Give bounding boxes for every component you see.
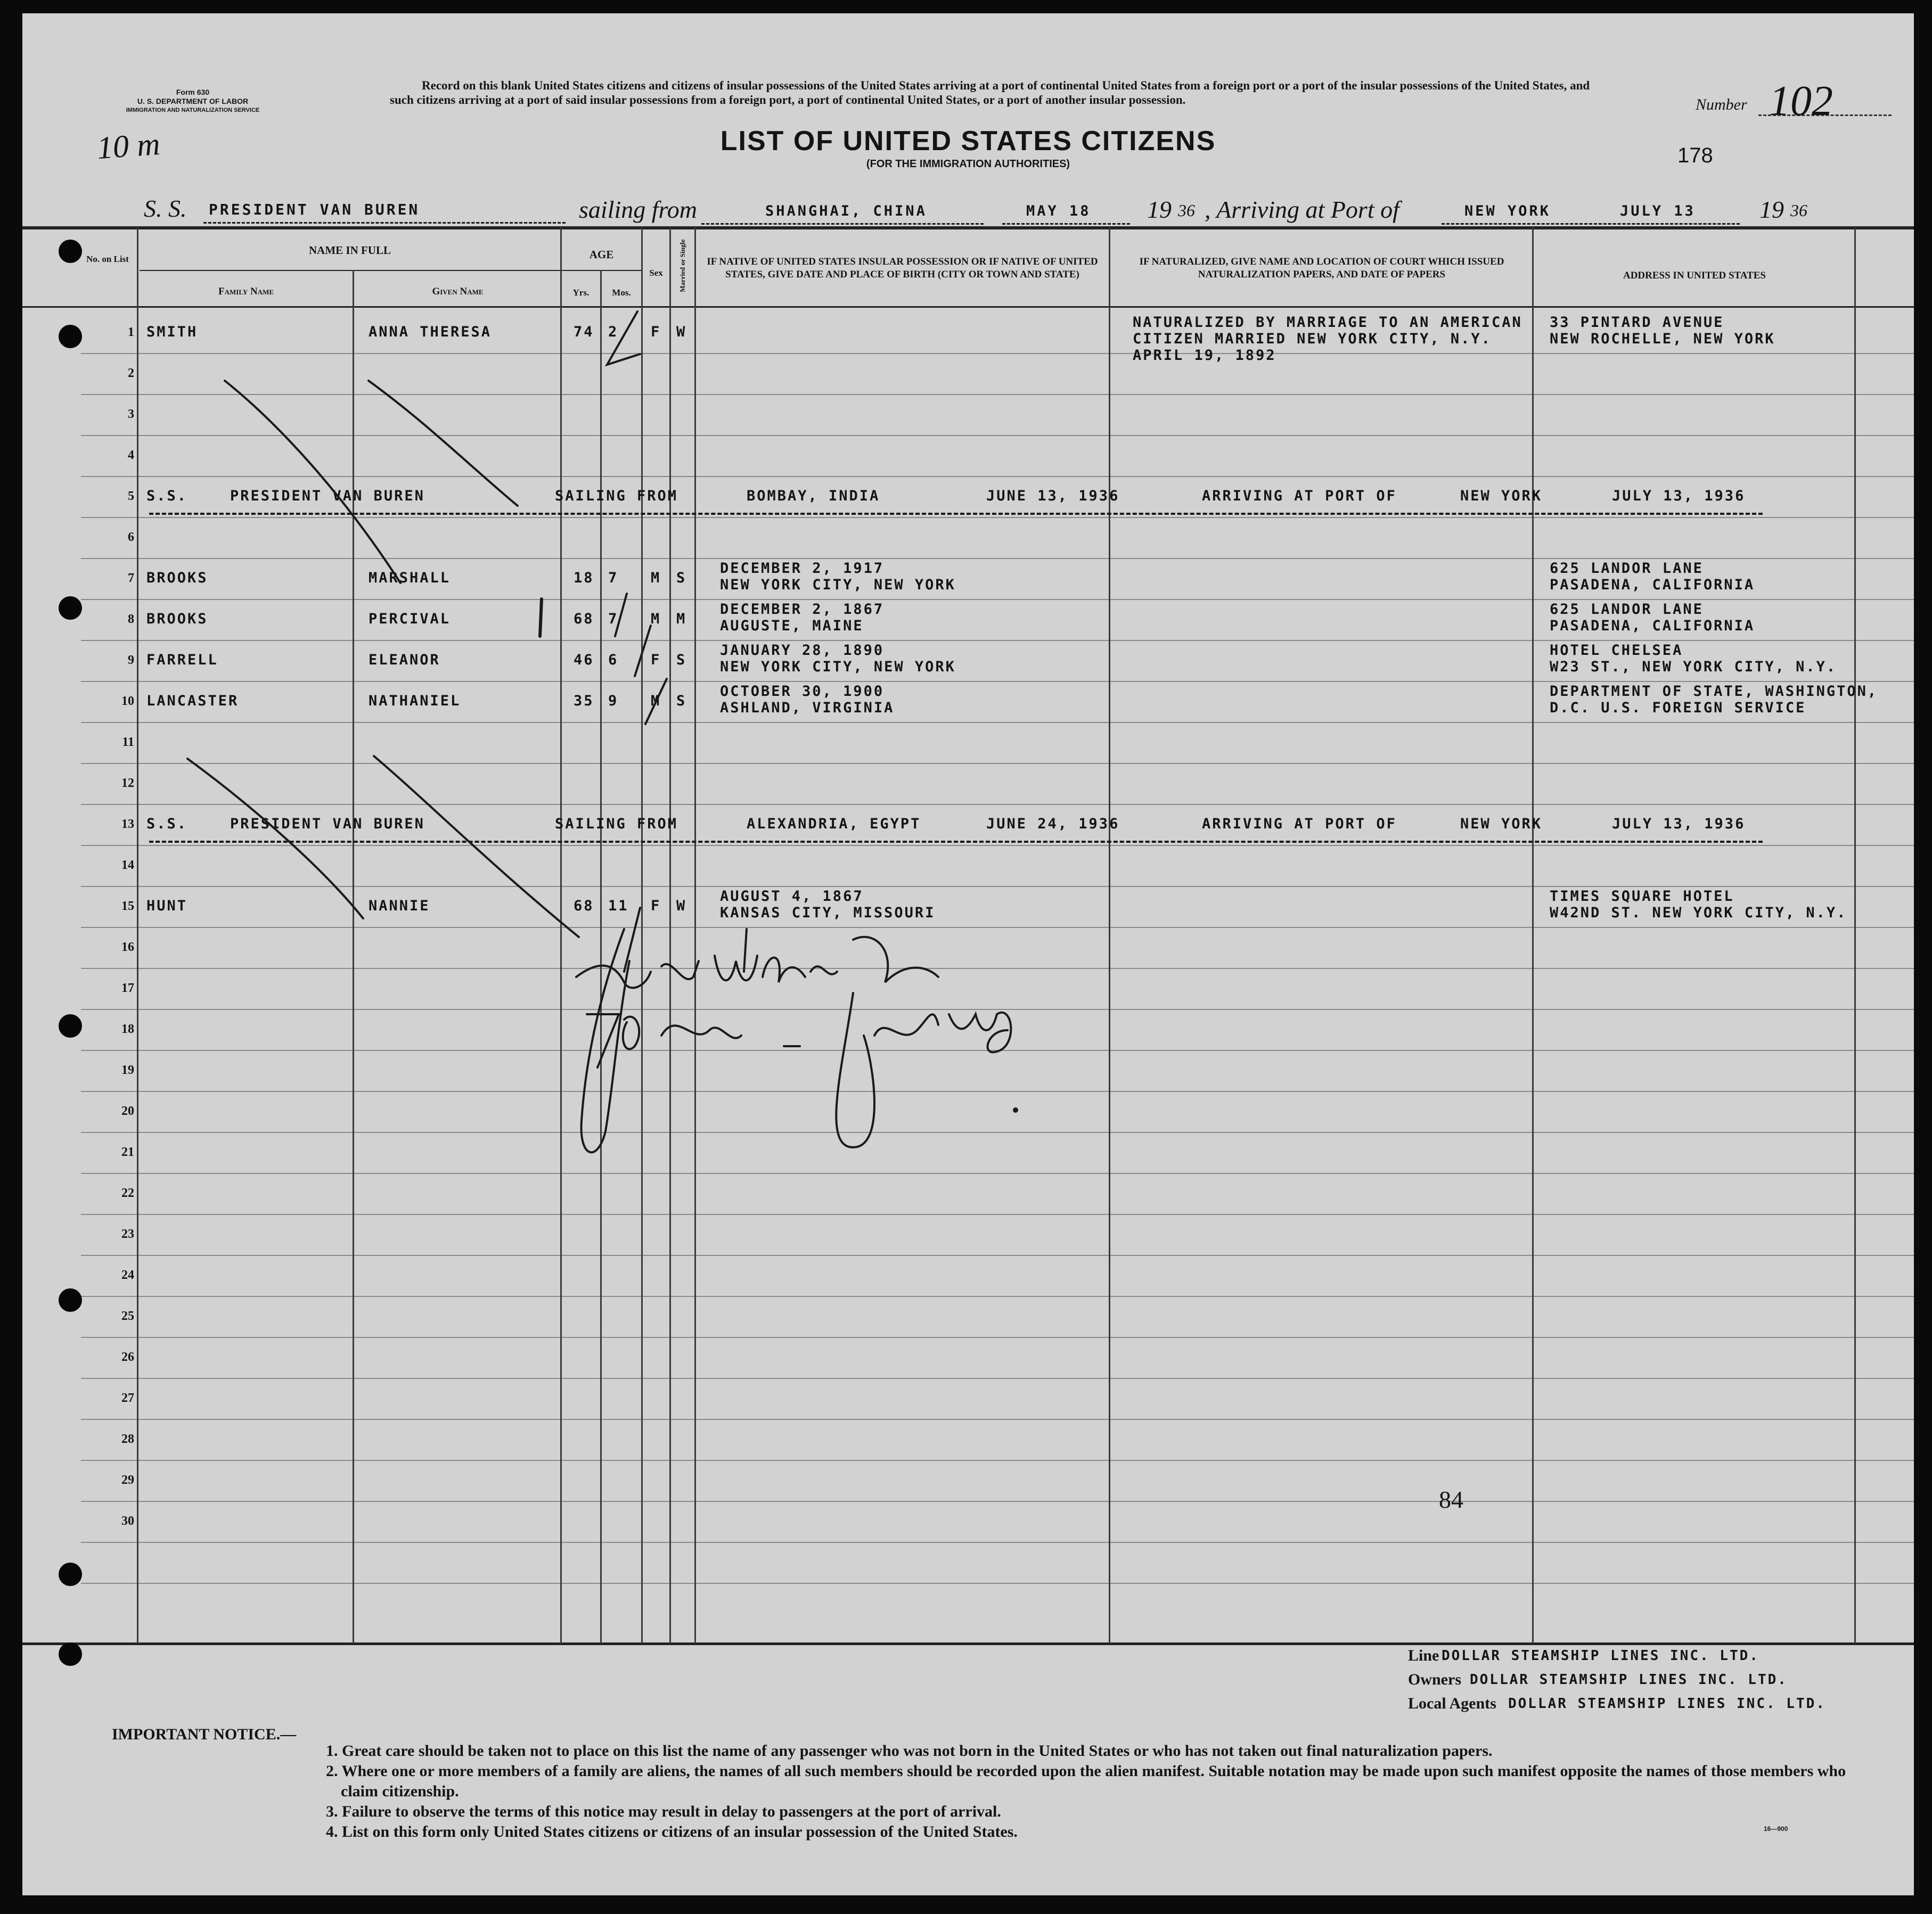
header-name-in-full: NAME IN FULL xyxy=(308,244,391,257)
address-line2: PASADENA, CALIFORNIA xyxy=(1550,577,1755,593)
print-code: 16—900 xyxy=(1764,1825,1788,1833)
row-number: 20 xyxy=(121,1104,134,1118)
address-line1: HOTEL CHELSEA xyxy=(1550,642,1683,659)
family-name-cell: HUNT xyxy=(146,898,188,914)
punch-hole xyxy=(59,1014,82,1038)
age-years-cell: 46 xyxy=(574,652,594,668)
given-name-cell: ANNA THERESA xyxy=(369,324,492,340)
address-line1: 33 PINTARD AVENUE xyxy=(1550,314,1724,331)
family-name-cell: LANCASTER xyxy=(146,693,239,709)
line-label: Line xyxy=(1408,1647,1439,1664)
punch-hole xyxy=(59,1563,82,1586)
tick-row9 xyxy=(645,679,667,724)
address-line2: NEW ROCHELLE, NEW YORK xyxy=(1550,331,1775,347)
ship-name: PRESIDENT VAN BUREN xyxy=(209,201,420,218)
sailing-year-suffix: 36 xyxy=(1178,201,1195,220)
row-number: 2 xyxy=(128,366,134,380)
marital-status-cell: S xyxy=(676,693,687,709)
marital-status-cell: W xyxy=(676,898,687,914)
section-date: JUNE 13, 1936 xyxy=(986,488,1120,504)
handwritten-corner-note: 10 m xyxy=(95,126,161,166)
cancel-stroke-smith-family xyxy=(225,381,400,583)
marital-status-cell: S xyxy=(676,652,687,668)
row-number: 14 xyxy=(121,858,134,872)
section-sailing-label: SAILING FROM xyxy=(555,816,678,832)
sex-cell: M xyxy=(651,693,661,709)
header-married-single: Married or Single xyxy=(678,239,686,292)
birth-place-cell: NEW YORK CITY, NEW YORK xyxy=(720,577,956,593)
number-value: 102 xyxy=(1769,78,1833,125)
age-years-cell: 74 xyxy=(574,324,594,340)
address-line2: W42ND ST. NEW YORK CITY, N.Y. xyxy=(1550,905,1847,921)
page-title: LIST OF UNITED STATES CITIZENS xyxy=(720,126,1216,157)
owners-value: DOLLAR STEAMSHIP LINES INC. LTD. xyxy=(1470,1672,1788,1688)
punch-hole xyxy=(59,1288,82,1312)
address-line2: PASADENA, CALIFORNIA xyxy=(1550,618,1755,634)
section-sailing-label: SAILING FROM xyxy=(555,488,678,504)
notice-item: 3. Failure to observe the terms of this notice may result in delay to passengers at the port of arrival. xyxy=(326,1803,1001,1820)
family-name-cell: BROOKS xyxy=(146,611,208,627)
row-number: 9 xyxy=(128,653,134,667)
row-number: 16 xyxy=(121,940,134,954)
row-number: 13 xyxy=(121,817,134,831)
page-subtitle: (FOR THE IMMIGRATION AUTHORITIES) xyxy=(866,158,1070,170)
sex-cell: F xyxy=(651,898,661,914)
row-number: 8 xyxy=(128,612,134,626)
tick-row1 xyxy=(607,311,640,365)
age-months-cell: 9 xyxy=(608,693,619,709)
section-ship: PRESIDENT VAN BUREN xyxy=(230,488,425,504)
number-label: Number xyxy=(1696,96,1747,113)
header-address: ADDRESS IN UNITED STATES xyxy=(1623,270,1766,281)
stamp-number: 84 xyxy=(1439,1486,1463,1513)
age-months-cell: 7 xyxy=(608,611,619,627)
row-number: 17 xyxy=(121,981,134,995)
address-line2: W23 ST., NEW YORK CITY, N.Y. xyxy=(1550,659,1837,675)
row-number: 26 xyxy=(121,1350,134,1364)
service-name: IMMIGRATION AND NATURALIZATION SERVICE xyxy=(126,107,260,113)
sex-cell: M xyxy=(651,570,661,586)
form-number: Form 630 xyxy=(176,88,210,96)
header-family-name: Family Name xyxy=(218,286,274,297)
age-years-cell: 68 xyxy=(574,611,594,627)
row-number: 12 xyxy=(121,776,134,790)
manifest-sheet xyxy=(22,13,1914,1895)
punch-hole xyxy=(59,325,82,348)
notice-item: 1. Great care should be taken not to place on this list the name of any passenger who was not born in the United States or who has not taken out final naturalization papers. xyxy=(326,1742,1493,1760)
age-months-cell: 2 xyxy=(608,324,619,340)
header-no-on-list: No. on List xyxy=(86,254,129,264)
row-number: 7 xyxy=(128,571,134,585)
age-years-cell: 18 xyxy=(574,570,594,586)
row-number: 19 xyxy=(121,1063,134,1077)
birth-place-cell: KANSAS CITY, MISSOURI xyxy=(720,905,936,921)
sex-cell: F xyxy=(651,324,661,340)
section-from: ALEXANDRIA, EGYPT xyxy=(747,816,921,832)
notice-item: 2. Where one or more members of a family are aliens, the names of all such members should be recorded upon the alien manifest. Suitable notation may be made upon such manifest opposite the names of those members who claim citizenship. xyxy=(326,1762,1846,1800)
given-name-cell: MARSHALL xyxy=(369,570,451,586)
sex-cell: F xyxy=(651,652,661,668)
section-ss: S.S. xyxy=(146,816,188,832)
notice-item: 4. List on this form only United States citizens or citizens of an insular possession of the United States. xyxy=(326,1823,1018,1841)
given-name-cell: NATHANIEL xyxy=(369,693,461,709)
row-number: 22 xyxy=(121,1186,134,1200)
header-age: AGE xyxy=(589,248,614,261)
birth-date-cell: DECEMBER 2, 1867 xyxy=(720,601,885,618)
row-number: 11 xyxy=(122,735,134,749)
agents-label: Local Agents xyxy=(1408,1695,1496,1712)
section-ship: PRESIDENT VAN BUREN xyxy=(230,816,425,832)
header-months: Mos. xyxy=(612,287,631,298)
cancel-stroke-smith-given xyxy=(369,381,518,506)
address-line1: DEPARTMENT OF STATE, WASHINGTON, xyxy=(1550,683,1878,700)
ss-label: S. S. xyxy=(144,195,187,222)
section-ss: S.S. xyxy=(146,488,188,504)
arrival-year-suffix: 36 xyxy=(1790,201,1807,220)
age-years-cell: 35 xyxy=(574,693,594,709)
section-from: BOMBAY, INDIA xyxy=(747,488,880,504)
row-number: 6 xyxy=(128,530,134,544)
naturalization-line1: NATURALIZED BY MARRIAGE TO AN AMERICAN xyxy=(1133,314,1522,331)
department-name: U. S. DEPARTMENT OF LABOR xyxy=(137,97,249,105)
sailing-from-label: sailing from xyxy=(579,196,697,223)
pen-marks xyxy=(22,13,1914,1664)
section-arriving-label: ARRIVING AT PORT OF xyxy=(1202,488,1397,504)
tick-row8 xyxy=(635,626,651,676)
page-stamp: 178 xyxy=(1677,144,1713,167)
birth-place-cell: ASHLAND, VIRGINIA xyxy=(720,700,895,716)
row-number: 23 xyxy=(121,1227,134,1241)
address-line2: D.C. U.S. FOREIGN SERVICE xyxy=(1550,700,1806,716)
birth-date-cell: DECEMBER 2, 1917 xyxy=(720,560,885,577)
arrival-year-prefix: 19 xyxy=(1759,196,1784,223)
instructions-text: Record on this blank United States citizens and citizens of insular possessions of the United States arriving at a port of continental United States from a foreign port or a port of the insular possessions of the United States, and such citizens arriving at a port of said insular possessions from a foreign port, a port of continental United States, or a port of another insular possession. xyxy=(390,79,1590,106)
row-number: 1 xyxy=(128,325,134,339)
row-number: 5 xyxy=(128,489,134,503)
birth-place-cell: AUGUSTE, MAINE xyxy=(720,618,864,634)
sailing-year-prefix: 19 xyxy=(1147,196,1172,223)
row-number: 18 xyxy=(121,1022,134,1036)
header-given-name: Given Name xyxy=(432,286,484,297)
section-port: NEW YORK xyxy=(1460,488,1543,504)
marital-status-cell: M xyxy=(676,611,687,627)
address-line1: 625 LANDOR LANE xyxy=(1550,601,1704,618)
age-months-cell: 6 xyxy=(608,652,619,668)
header-native: IF NATIVE OF UNITED STATES INSULAR POSSESSION OR IF NATIVE OF UNITED STATES, GIVE DATE AND PLACE OF BIRTH (CITY OR TOWN AND STATE) xyxy=(707,256,1098,280)
birth-date-cell: JANUARY 28, 1890 xyxy=(720,642,885,659)
agents-value: DOLLAR STEAMSHIP LINES INC. LTD. xyxy=(1508,1696,1826,1712)
line-value: DOLLAR STEAMSHIP LINES INC. LTD. xyxy=(1442,1648,1759,1664)
arrival-date: JULY 13 xyxy=(1620,203,1696,219)
birth-place-cell: NEW YORK CITY, NEW YORK xyxy=(720,659,956,675)
sailing-from-value: SHANGHAI, CHINA xyxy=(765,203,927,219)
arrival-port: NEW YORK xyxy=(1464,203,1551,219)
naturalization-line3: APRIL 19, 1892 xyxy=(1133,347,1276,364)
given-name-cell: NANNIE xyxy=(369,898,430,914)
row-number: 10 xyxy=(121,694,134,708)
row-number: 25 xyxy=(121,1309,134,1323)
section-date: JUNE 24, 1936 xyxy=(986,816,1120,832)
section-arriving-label: ARRIVING AT PORT OF xyxy=(1202,816,1397,832)
age-months-cell: 7 xyxy=(608,570,619,586)
marital-status-cell: W xyxy=(676,324,687,340)
row-number: 30 xyxy=(121,1514,134,1528)
notice-heading: IMPORTANT NOTICE.— xyxy=(112,1726,297,1743)
tick-row7 xyxy=(615,594,627,636)
section-port: NEW YORK xyxy=(1460,816,1543,832)
examiner-signature xyxy=(555,908,1061,1227)
header-sex: Sex xyxy=(649,268,663,278)
row-number: 24 xyxy=(121,1268,134,1282)
header-naturalized: IF NATURALIZED, GIVE NAME AND LOCATION OF COURT WHICH ISSUED NATURALIZATION PAPERS, AND DATE OF PAPERS xyxy=(1139,256,1504,280)
age-months-cell: 11 xyxy=(608,898,629,914)
section-arrival: JULY 13, 1936 xyxy=(1612,816,1746,832)
age-years-cell: 68 xyxy=(574,898,594,914)
arriving-label: , Arriving at Port of xyxy=(1205,196,1399,223)
sex-cell: M xyxy=(651,611,661,627)
row-number: 15 xyxy=(121,899,134,913)
owners-label: Owners xyxy=(1408,1671,1461,1688)
mark-row7-left xyxy=(540,599,542,636)
cancel-stroke-lancaster-given xyxy=(374,756,579,937)
section-arrival: JULY 13, 1936 xyxy=(1612,488,1746,504)
family-name-cell: BROOKS xyxy=(146,570,208,586)
row-number: 27 xyxy=(121,1391,134,1405)
row-number: 3 xyxy=(128,407,134,421)
row-number: 4 xyxy=(128,448,134,462)
family-name-cell: SMITH xyxy=(146,324,198,340)
row-number: 28 xyxy=(121,1432,134,1446)
row-number: 21 xyxy=(121,1145,134,1159)
punch-hole xyxy=(59,240,82,263)
row-number: 29 xyxy=(121,1473,134,1487)
naturalization-line2: CITIZEN MARRIED NEW YORK CITY, N.Y. xyxy=(1133,331,1492,347)
punch-hole xyxy=(59,596,82,620)
birth-date-cell: OCTOBER 30, 1900 xyxy=(720,683,885,700)
given-name-cell: PERCIVAL xyxy=(369,611,451,627)
punch-hole xyxy=(59,1642,82,1666)
birth-date-cell: AUGUST 4, 1867 xyxy=(720,888,864,905)
address-line1: 625 LANDOR LANE xyxy=(1550,560,1704,577)
marital-status-cell: S xyxy=(676,570,687,586)
given-name-cell: ELEANOR xyxy=(369,652,440,668)
sailing-date: MAY 18 xyxy=(1026,203,1091,219)
header-years: Yrs. xyxy=(572,287,590,298)
cancel-stroke-lancaster-family xyxy=(187,759,363,918)
family-name-cell: FARRELL xyxy=(146,652,218,668)
address-line1: TIMES SQUARE HOTEL xyxy=(1550,888,1734,905)
